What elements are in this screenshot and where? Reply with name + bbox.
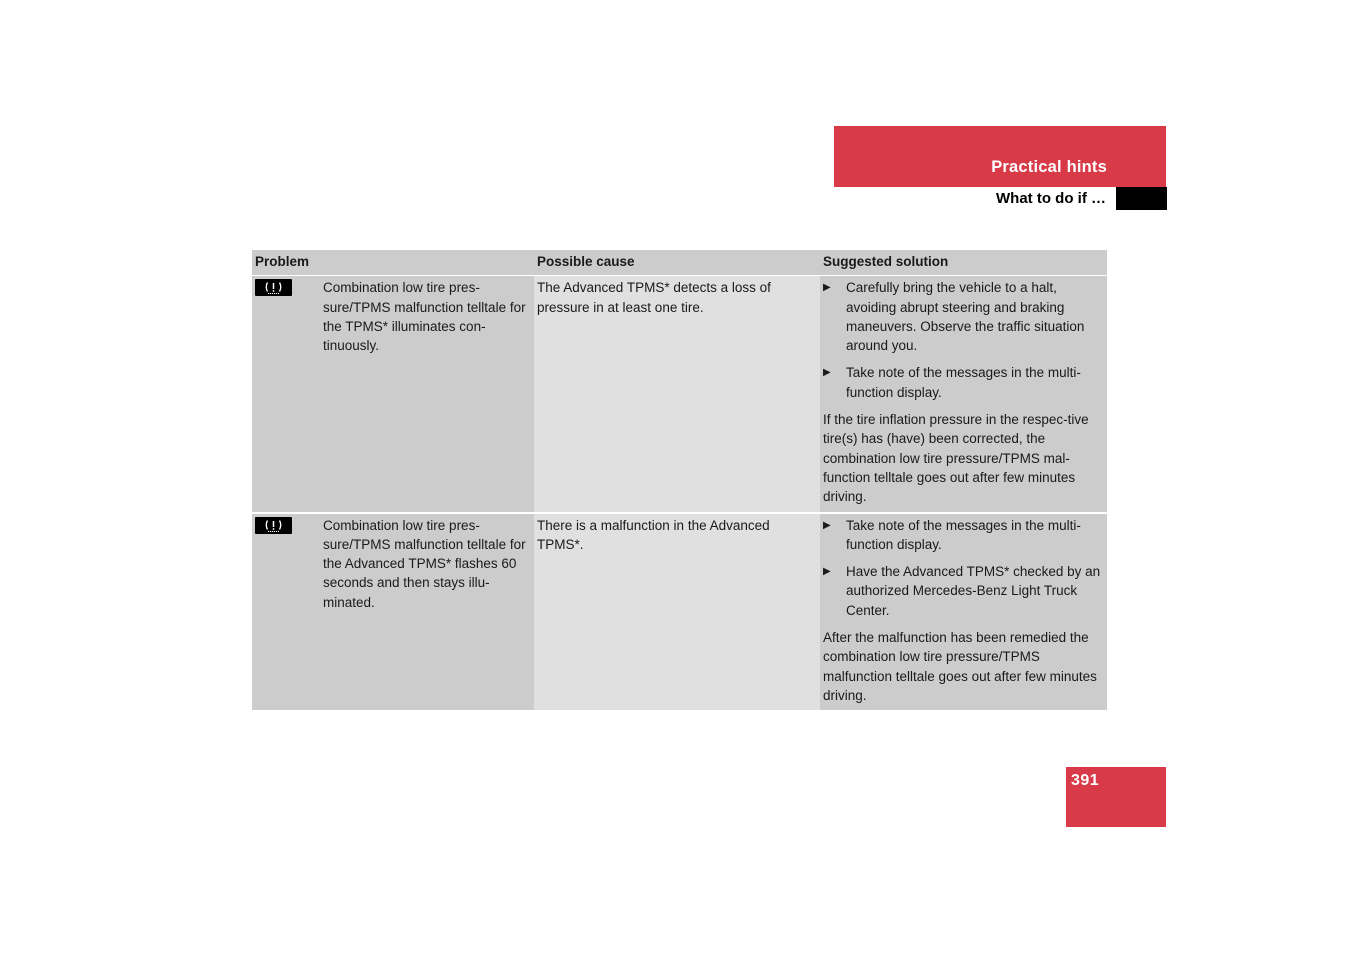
column-header-cause: Possible cause bbox=[534, 250, 820, 276]
solution-step bbox=[823, 562, 1104, 620]
arrow-bullet-icon: ▶ bbox=[823, 367, 831, 379]
problem-cell bbox=[252, 513, 534, 711]
problem-text: Combination low tire pres-sure/TPMS malfunction telltale for the Advanced TPMS* flashes 60 seconds and then stays illu-minated. bbox=[323, 517, 526, 610]
solution-note: After the malfunction has been remedied the combination low tire pressure/TPMS malfunction telltale goes out after few minutes driving. bbox=[823, 630, 1097, 703]
troubleshooting-table bbox=[252, 250, 1107, 710]
subsection-title: What to do if … bbox=[996, 190, 1106, 207]
problem-cell bbox=[252, 276, 534, 513]
solution-step bbox=[823, 516, 1104, 555]
cause-cell bbox=[534, 513, 820, 711]
solution-step bbox=[823, 363, 1104, 402]
section-header-band bbox=[834, 126, 1166, 187]
section-title: Practical hints bbox=[991, 158, 1107, 176]
solution-step-text: Carefully bring the vehicle to a halt, avoiding abrupt steering and braking maneuvers. Observe the traffic situation around you. bbox=[846, 280, 1085, 354]
problem-text: Combination low tire pres-sure/TPMS malfunction telltale for the TPMS* illuminates con-tinuously. bbox=[323, 280, 526, 354]
arrow-bullet-icon: ▶ bbox=[823, 519, 831, 531]
tire-pressure-warning-icon bbox=[255, 517, 292, 534]
solution-step-text: Take note of the messages in the multi-function display. bbox=[846, 517, 1081, 552]
arrow-bullet-icon: ▶ bbox=[823, 566, 831, 578]
solution-note: If the tire inflation pressure in the respec-tive tire(s) has (have) been corrected, the combination low tire pressure/TPMS mal-function telltale goes out after few minutes driving. bbox=[823, 412, 1089, 505]
cause-text: The Advanced TPMS* detects a loss of pressure in at least one tire. bbox=[537, 280, 771, 315]
table-row bbox=[252, 276, 1107, 513]
solution-step bbox=[823, 278, 1104, 355]
tire-pressure-warning-icon bbox=[255, 279, 292, 296]
column-header-solution: Suggested solution bbox=[820, 250, 1107, 276]
cause-text: There is a malfunction in the Advanced TPMS*. bbox=[537, 517, 770, 552]
solution-cell bbox=[820, 276, 1107, 513]
column-header-problem: Problem bbox=[252, 250, 534, 276]
page-number: 391 bbox=[1071, 772, 1100, 789]
solution-step-text: Take note of the messages in the multi-function display. bbox=[846, 365, 1081, 400]
solution-step-text: Have the Advanced TPMS* checked by an authorized Mercedes-Benz Light Truck Center. bbox=[846, 564, 1101, 618]
table-row bbox=[252, 513, 1107, 711]
cause-cell bbox=[534, 276, 820, 513]
table-header-row bbox=[252, 250, 1107, 276]
arrow-bullet-icon: ▶ bbox=[823, 282, 831, 294]
chapter-tab-marker bbox=[1116, 187, 1167, 210]
solution-cell bbox=[820, 513, 1107, 711]
